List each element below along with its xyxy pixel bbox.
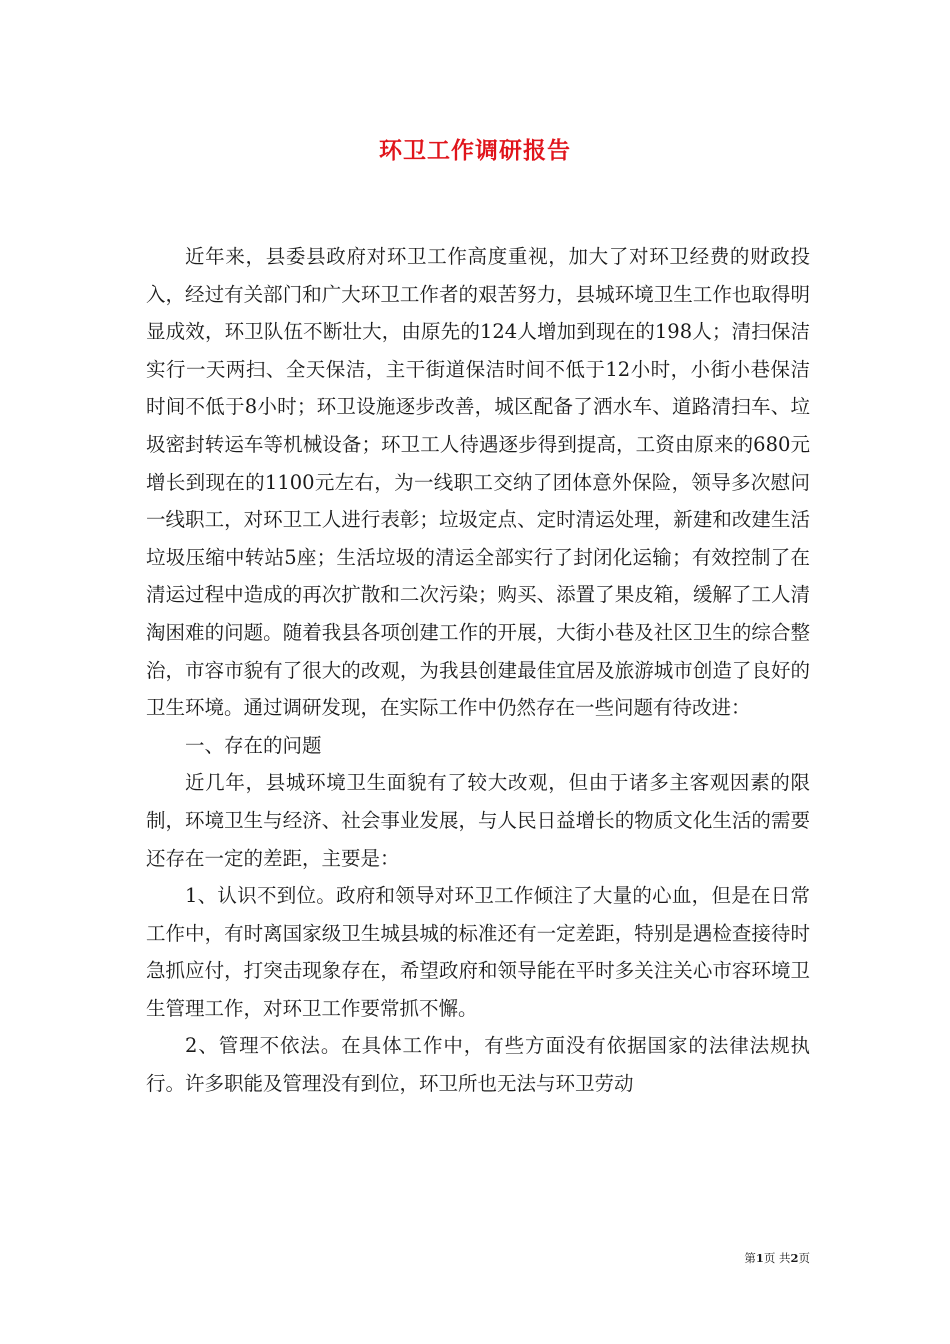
- paragraph-point-2: 2、管理不依法。在具体工作中，有些方面没有依据国家的法律法规执行。许多职能及管理没有到位，环卫所也无法与环卫劳动: [146, 1034, 810, 1096]
- paragraph-intro: 近年来，县委县政府对环卫工作高度重视，加大了对环卫经费的财政投入，经过有关部门和广大环卫工作者的艰苦努力，县城环境卫生工作也取得明显成效，环卫队伍不断壮大，由原先的124人增加到现在的198人；清扫保洁实行一天两扫、全天保洁，主干街道保洁时间不低于12小时，小街小巷保洁时间不低于8小时；环卫设施逐步改善，城区配备了洒水车、道路清扫车、垃圾密封转运车等机械设备；环卫工人待遇逐步得到提高，工资由原来的680元增长到现在的1100元左右，为一线职工交纳了团体意外保险，领导多次慰问一线职工，对环卫工人进行表彰；垃圾定点、定时清运处理，新建和改建生活垃圾压缩中转站5座；生活垃圾的清运全部实行了封闭化运输；有效控制了在清运过程中造成的再次扩散和二次污染；购买、添置了果皮箱，缓解了工人清淘困难的问题。随着我县各项创建工作的开展，大街小巷及社区卫生的综合整治，市容市貌有了很大的改观，为我县创建最佳宜居及旅游城市创造了良好的卫生环境。通过调研发现，在实际工作中仍然存在一些问题有待改进：: [146, 245, 810, 720]
- document-body: [146, 238, 810, 1103]
- page-title: 环卫工作调研报告: [379, 137, 571, 164]
- page-number-footer: [700, 1250, 810, 1266]
- paragraph-overview: 近几年，县城环境卫生面貌有了较大改观，但由于诸多主客观因素的限制，环境卫生与经济、社会事业发展，与人民日益增长的物质文化生活的需要还存在一定的差距，主要是：: [146, 771, 810, 870]
- footer-middle: 页 共: [763, 1251, 791, 1265]
- footer-prefix: 第: [744, 1251, 756, 1265]
- paragraph-point-1: 1、认识不到位。政府和领导对环卫工作倾注了大量的心血，但是在日常工作中，有时离国家级卫生城县城的标准还有一定差距，特别是遇检查接待时急抓应付，打突击现象存在，希望政府和领导能在平时多关注关心市容环境卫生管理工作，对环卫工作要常抓不懈。: [146, 884, 810, 1020]
- section-heading-problems: 一、存在的问题: [185, 733, 322, 757]
- footer-suffix: 页: [798, 1251, 810, 1265]
- footer-current-page: 1: [755, 1251, 764, 1265]
- footer-total-pages: 2: [790, 1251, 799, 1265]
